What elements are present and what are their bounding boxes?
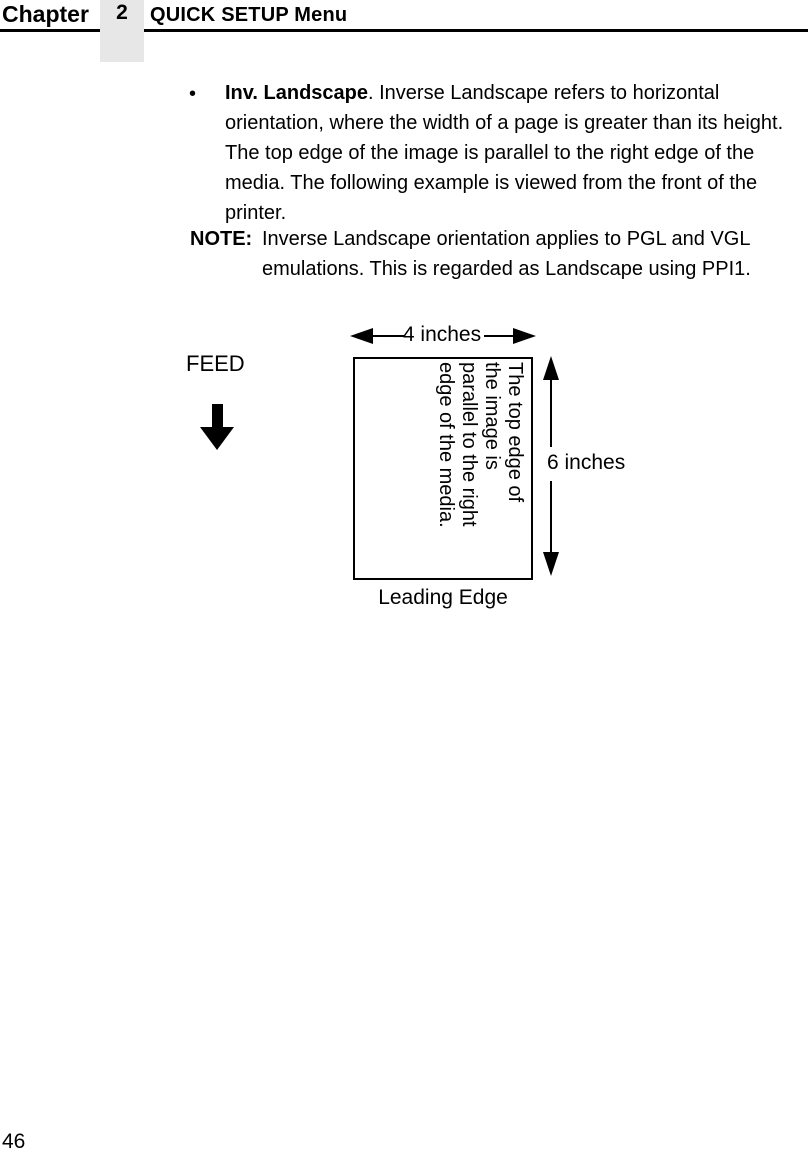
bullet-line: orientation, where the width of a page is greater than its height. — [225, 112, 784, 134]
bullet-paragraph — [225, 78, 808, 228]
note-paragraph — [262, 224, 807, 284]
chapter-number-tab — [100, 0, 144, 62]
arrow-right-icon — [513, 328, 536, 344]
page-title: QUICK SETUP Menu — [150, 4, 348, 26]
rotated-text-line: the image is — [481, 362, 503, 470]
arrow-up-icon — [543, 356, 559, 380]
bullet-line: media. The following example is viewed from the front of the — [225, 172, 758, 194]
bullet-line: printer. — [225, 202, 287, 224]
chapter-number: 2 — [116, 1, 128, 24]
height-dimension-label: 6 inches — [547, 451, 626, 474]
chapter-label: Chapter — [2, 1, 89, 27]
dimension-line — [550, 380, 552, 447]
bullet-line-rest: . Inverse Landscape refers to horizontal — [368, 82, 720, 104]
feed-down-arrow-icon — [212, 404, 223, 428]
note-line: Inverse Landscape orientation applies to PGL and VGL — [262, 228, 751, 250]
bullet-line: The top edge of the image is parallel to the right edge of the — [225, 142, 755, 164]
arrow-left-icon — [350, 328, 373, 344]
dimension-line — [484, 335, 514, 337]
bullet-term: Inv. Landscape — [225, 82, 369, 104]
bullet-marker: • — [189, 83, 197, 105]
bullet-line — [225, 78, 808, 108]
rotated-text-line: The top edge of — [504, 362, 526, 503]
width-dimension-label: 4 inches — [402, 323, 482, 346]
dimension-line — [550, 481, 552, 552]
feed-down-arrowhead-icon — [200, 427, 234, 450]
leading-edge-label: Leading Edge — [378, 586, 508, 609]
note-label: NOTE: — [190, 228, 253, 250]
arrow-down-icon — [543, 552, 559, 576]
note-line: emulations. This is regarded as Landscape using PPI1. — [262, 258, 751, 280]
page-number: 46 — [2, 1130, 26, 1153]
media-outline-box — [353, 357, 533, 580]
rotated-text-line: parallel to the right — [458, 362, 480, 527]
feed-label: FEED — [186, 351, 245, 376]
rotated-text-line: edge of the media. — [435, 362, 457, 528]
rotated-image-text — [434, 362, 526, 574]
